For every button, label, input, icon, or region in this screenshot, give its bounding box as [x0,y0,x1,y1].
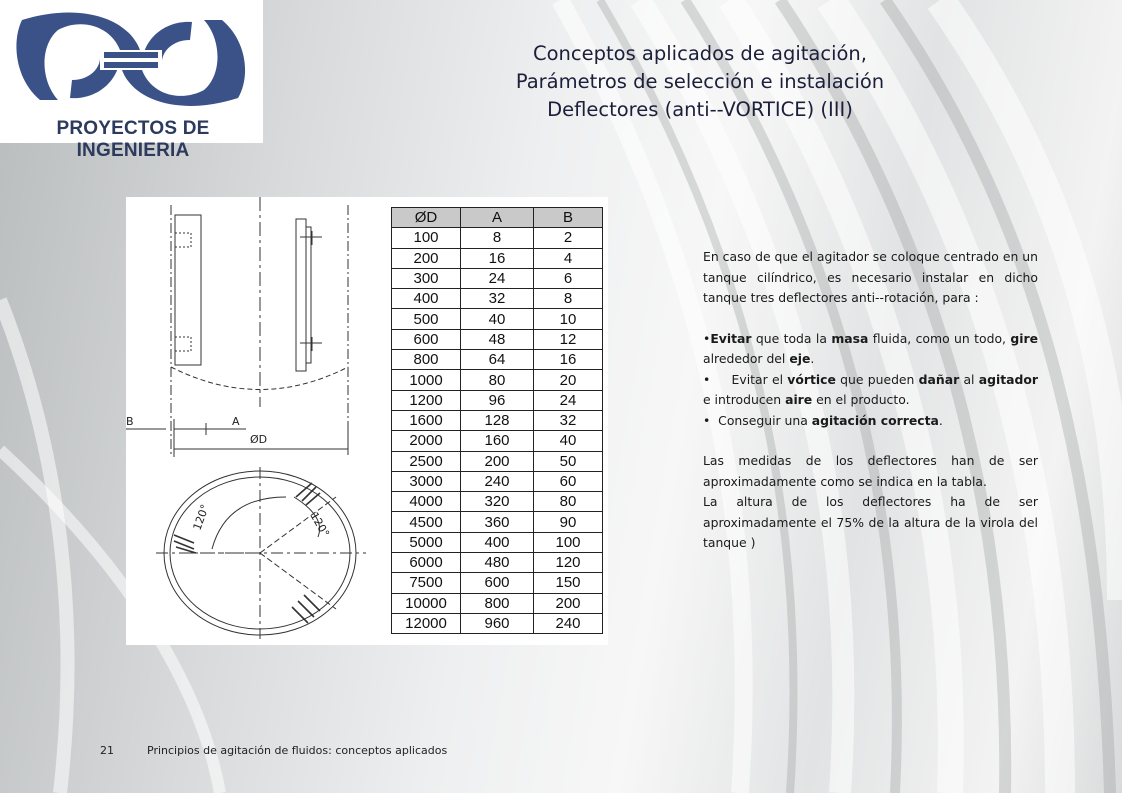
table-row [392,228,603,248]
cell-b: 32 [534,410,603,430]
cell-a: 400 [461,532,534,552]
title-line-1: Conceptos aplicados de agitación, [533,42,867,65]
cell-diameter: 3000 [392,471,461,491]
table-row [392,309,603,329]
cell-diameter: 800 [392,350,461,370]
table-row [392,593,603,613]
table-row [392,390,603,410]
label-b: B [126,415,134,428]
baffle-drawing [126,197,391,645]
title-line-2: Parámetros de selección e instalación [515,70,885,93]
bullet-text: . [810,351,815,366]
bullet-text: que toda la [751,330,832,346]
bold-text: agitador [978,371,1038,387]
cell-b: 24 [534,390,603,410]
bold-text: gire [1010,330,1038,346]
cell-a: 800 [461,593,534,613]
label-diameter: ØD [250,433,268,446]
intro-paragraph: En caso de que el agitador se coloque centrado en un tanque cilíndrico, es necesario instalar en dicho tanque tres deflectores anti--rotación, para : [703,249,1038,305]
cell-b: 16 [534,350,603,370]
cell-a: 320 [461,492,534,512]
cell-b: 100 [534,532,603,552]
cell-a: 24 [461,268,534,288]
cell-b: 40 [534,431,603,451]
table-row [392,410,603,430]
cell-b: 120 [534,553,603,573]
header-diameter: ØD [392,208,461,228]
cell-b: 10 [534,309,603,329]
bullet-correct-agitation [703,411,1038,432]
baffle-figure [126,197,608,645]
company-logo [0,0,263,161]
title-line-3: Deflectores (anti--VORTICE) (III) [547,98,853,121]
table-row [392,350,603,370]
cell-b: 50 [534,451,603,471]
table-row [392,471,603,491]
bullet-avoid-vortex [703,370,1042,411]
cell-a: 48 [461,329,534,349]
baffle-dimensions-table [391,207,603,634]
bold-text: dañar [918,371,960,387]
footer-text: Principios de agitación de fluidos: conceptos aplicados [147,744,448,757]
bullet-text: . [938,412,943,428]
angle-label-1: 120° [190,502,212,533]
cell-diameter: 4500 [392,512,461,532]
cell-a: 16 [461,248,534,268]
bullet-avoid-rotation [703,329,1038,370]
table-row [392,512,603,532]
table-row [392,431,603,451]
bullet-text: alrededor del [703,351,790,366]
table-row [392,451,603,471]
cell-diameter: 7500 [392,573,461,593]
bullet-text: fluida, como un todo, [868,330,1011,346]
table-row [392,370,603,390]
bullet-text: • Evitar el [703,371,788,387]
logo-text: PROYECTOS DE INGENIERIA [56,118,210,161]
cell-diameter: 6000 [392,553,461,573]
label-a: A [232,415,240,428]
cell-diameter: 500 [392,309,461,329]
table-body [392,228,603,634]
cell-b: 90 [534,512,603,532]
table-row [392,532,603,552]
bold-text: agitación correcta [811,412,939,428]
description-text [703,247,1042,554]
bullet-text: • [703,330,711,346]
measures-paragraph: Las medidas de los deflectores han de ser aproximadamente como se indica en la tabla. [703,453,1038,489]
page-number: 21 [100,744,114,757]
cell-a: 32 [461,289,534,309]
cell-b: 4 [534,248,603,268]
cell-a: 80 [461,370,534,390]
cell-a: 128 [461,410,534,430]
cell-diameter: 300 [392,268,461,288]
table-header-row [392,208,603,228]
cell-a: 360 [461,512,534,532]
cell-a: 480 [461,553,534,573]
cell-b: 60 [534,471,603,491]
cell-b: 240 [534,613,603,633]
cell-a: 96 [461,390,534,410]
bold-text: eje [789,351,811,366]
cell-a: 600 [461,573,534,593]
cell-diameter: 400 [392,289,461,309]
cell-a: 200 [461,451,534,471]
cell-diameter: 10000 [392,593,461,613]
cell-b: 12 [534,329,603,349]
cell-a: 960 [461,613,534,633]
bullet-text: e introducen [703,371,1042,407]
cell-diameter: 2000 [392,431,461,451]
cell-diameter: 5000 [392,532,461,552]
bold-text: masa [831,330,869,346]
table-row [392,248,603,268]
cell-b: 200 [534,593,603,613]
angle-label-2: 120° [307,510,332,540]
header-a: A [461,208,534,228]
cell-diameter: 2500 [392,451,461,471]
bullet-text: en el producto. [812,392,910,407]
cell-b: 2 [534,228,603,248]
cell-diameter: 200 [392,248,461,268]
table-row [392,492,603,512]
cell-diameter: 600 [392,329,461,349]
slide-title [420,40,980,124]
cell-a: 240 [461,471,534,491]
cell-a: 64 [461,350,534,370]
cell-b: 80 [534,492,603,512]
cell-b: 150 [534,573,603,593]
cell-a: 40 [461,309,534,329]
cell-diameter: 4000 [392,492,461,512]
bullet-text: que pueden [835,371,919,387]
cell-diameter: 1000 [392,370,461,390]
cell-b: 20 [534,370,603,390]
table-row [392,268,603,288]
table-row [392,289,603,309]
cell-diameter: 1200 [392,390,461,410]
bullet-text: al [959,371,979,387]
table-row [392,573,603,593]
table-row [392,553,603,573]
cell-diameter: 12000 [392,613,461,633]
cell-diameter: 1600 [392,410,461,430]
bold-text: vórtice [787,371,836,387]
bullet-text: • Conseguir una [703,412,812,428]
bold-text: Evitar [710,330,752,346]
cell-b: 6 [534,268,603,288]
cell-diameter: 100 [392,228,461,248]
cell-b: 8 [534,289,603,309]
table-row [392,613,603,633]
cell-a: 8 [461,228,534,248]
table-row [392,329,603,349]
height-paragraph: La altura de los deflectores ha de ser aproximadamente el 75% de la altura de la virola del tanque ) [703,494,1038,550]
header-b: B [534,208,603,228]
bold-text: aire [785,392,813,407]
cell-a: 160 [461,431,534,451]
